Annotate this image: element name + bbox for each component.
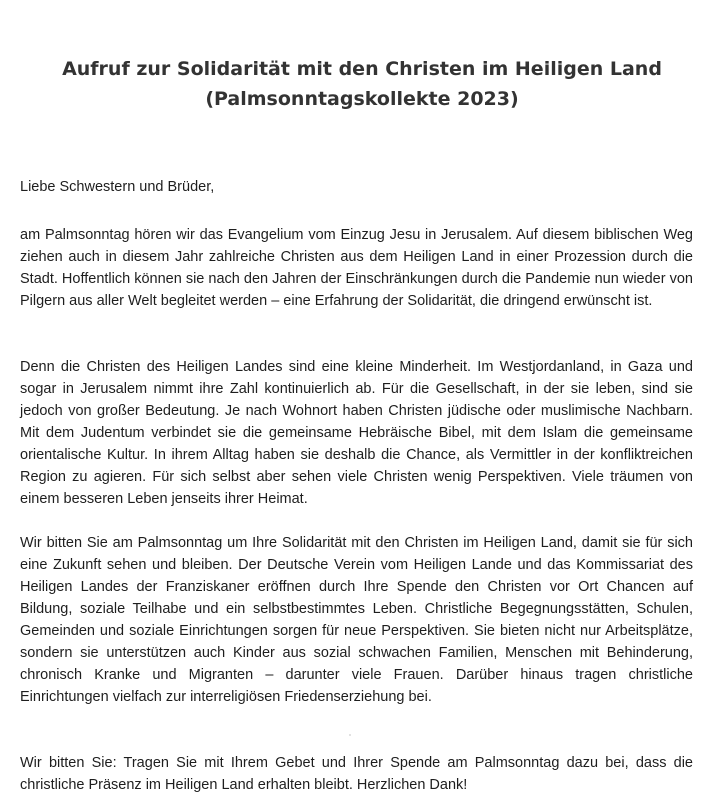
paragraph-4: Wir bitten Sie: Tragen Sie mit Ihrem Gebet und Ihrer Spende am Palmsonntag dazu bei, dass die christliche Präsenz im Heiligen Land erhalten bleibt. Herzlichen Dank! [20, 755, 693, 793]
document-subtitle: (Palmsonntagskollekte 2023) [205, 88, 519, 110]
paragraph-1: am Palmsonntag hören wir das Evangelium vom Einzug Jesu in Jerusalem. Auf diesem biblischen Weg ziehen auch in diesem Jahr zahlreiche Christen aus dem Heiligen Land in einer Prozession durch die Stadt. Hoffentlich können sie nach den Jahren der Einschränkungen durch die Pandemie nun wieder von Pilgern aus aller Welt begleitet werden – eine Erfahrung der Solidarität, die dringend erwünscht ist. [20, 227, 693, 309]
greeting: Liebe Schwestern und Brüder, [20, 179, 215, 195]
document-title: Aufruf zur Solidarität mit den Christen im Heiligen Land [62, 58, 662, 80]
paragraph-3: Wir bitten Sie am Palmsonntag um Ihre Solidarität mit den Christen im Heiligen Land, damit sie für sich eine Zukunft sehen und bleiben. Der Deutsche Verein vom Heiligen Lande und das Kommissariat des Heiligen Landes der Franziskaner eröffnen durch Ihre Spende den Christen vor Ort Chancen auf Bildung, soziale Teilhabe und ein selbstbestimmtes Leben. Christliche Begegnungsstätten, Schulen, Gemeinden und soziale Einrichtungen sorgen für neue Perspektiven. Sie bieten nicht nur Arbeitsplätze, sondern sie unterstützen auch Kinder aus sozial schwachen Familien, Menschen mit Behinderung, chronisch Kranke und Migranten – darunter viele Frauen. Darüber hinaus tragen christliche Einrichtungen vielfach zur interreligiösen Friedenserziehung bei. [20, 535, 693, 705]
scan-speck [349, 734, 351, 736]
paragraph-2: Denn die Christen des Heiligen Landes sind eine kleine Minderheit. Im Westjordanland, in Gaza und sogar in Jerusalem nimmt ihre Zahl kontinuierlich ab. Für die Gesellschaft, in der sie leben, sind sie jedoch von großer Bedeutung. Je nach Wohnort haben Christen jüdische oder muslimische Nachbarn. Mit dem Judentum verbindet sie die gemeinsame Hebräische Bibel, mit dem Islam die gemeinsame orientalische Kultur. In ihrem Alltag haben sie deshalb die Chance, als Vermittler in der konfliktreichen Region zu agieren. Für sich selbst aber sehen viele Christen wenig Perspektiven. Viele träumen von einem besseren Leben jenseits ihrer Heimat. [20, 359, 693, 507]
